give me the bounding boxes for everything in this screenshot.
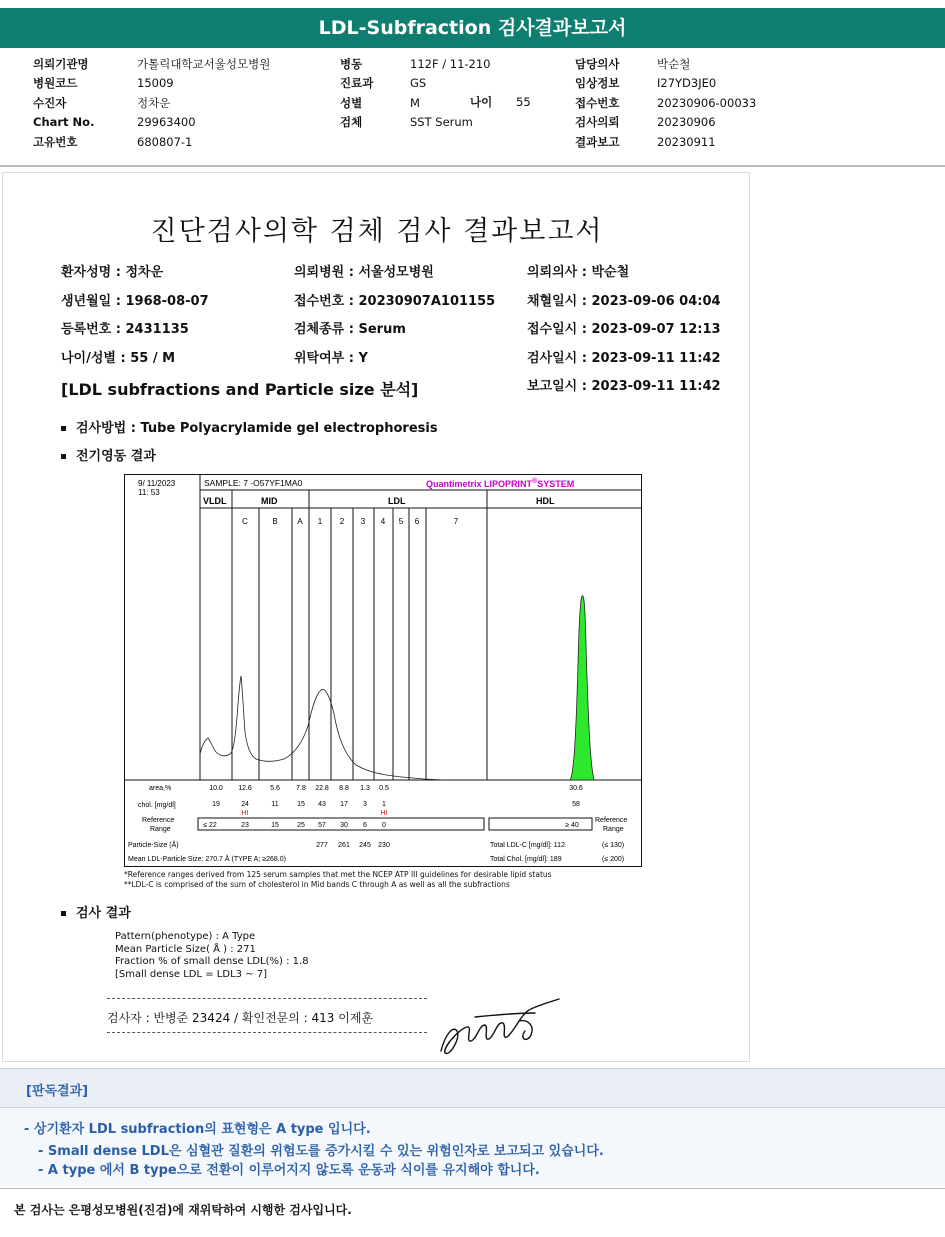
patient-field: 보고일시 : 2023-09-11 11:42 bbox=[527, 379, 721, 394]
patient-field: 위탁여부 : Y bbox=[294, 350, 368, 366]
chol-value: 19 bbox=[212, 801, 220, 808]
header-row: 접수번호 20230906-00033 bbox=[575, 95, 757, 110]
patient-info-col-3 bbox=[527, 259, 721, 402]
verdict-line: - Small dense LDL은 심혈관 질환의 위험도를 증가시킬 수 있는 위험인자로 보고되고 있습니다. bbox=[38, 1144, 604, 1159]
particle-size-value: 245 bbox=[359, 842, 371, 849]
chol-flag: HI bbox=[241, 810, 249, 817]
patient-field: 접수번호 : 20230907A101155 bbox=[294, 293, 496, 309]
bullet-icon bbox=[61, 454, 66, 459]
ref-row-label: Range bbox=[150, 826, 171, 833]
area-value: 7.8 bbox=[296, 785, 306, 792]
patient-field: 등록번호 : 2431135 bbox=[61, 322, 189, 337]
chol-value: 17 bbox=[340, 801, 348, 808]
patient-field: 나이/성별 : 55 / M bbox=[61, 350, 176, 366]
summary-line: Fraction % of small dense LDL(%) : 1.8 bbox=[115, 956, 309, 967]
chol-value: 15 bbox=[297, 801, 305, 808]
electrophoresis-heading: 전기영동 결과 bbox=[61, 445, 156, 464]
ref-value: 23 bbox=[241, 822, 249, 829]
header-age: 나이 55 bbox=[470, 95, 531, 109]
band-label: 4 bbox=[380, 517, 386, 526]
chol-value: 1 bbox=[382, 801, 386, 808]
header-row: 성별 M bbox=[340, 95, 420, 110]
report-title-bar bbox=[0, 8, 945, 48]
particle-size-value: 277 bbox=[316, 842, 328, 849]
band-label: A bbox=[297, 517, 303, 526]
verdict-body bbox=[0, 1108, 945, 1186]
chol-value: 24 bbox=[241, 801, 249, 808]
chart-time: 11: 53 bbox=[138, 488, 160, 497]
summary-line: Mean Particle Size( Å ) : 271 bbox=[115, 943, 256, 955]
ref-value: ≥ 40 bbox=[565, 822, 579, 829]
header-row: 병동 112F / 11-210 bbox=[340, 57, 491, 71]
paper-title: 진단검사의학 검체 검사 결과보고서 bbox=[150, 216, 604, 247]
header-row: 병원코드 15009 bbox=[33, 76, 174, 91]
header-row: 임상정보 I27YD3JE0 bbox=[575, 76, 717, 91]
section-heading: [LDL subfractions and Particle size 분석] bbox=[61, 380, 419, 399]
chol-value: 58 bbox=[572, 801, 580, 808]
chart-brand: Quantimetrix LIPOPRINT®SYSTEM bbox=[426, 478, 575, 489]
chol-value: 11 bbox=[271, 801, 279, 808]
footnotes bbox=[124, 870, 552, 890]
verdict-heading: [판독결과] bbox=[26, 1084, 89, 1099]
band-label: 3 bbox=[360, 517, 366, 526]
area-value: 22.8 bbox=[315, 785, 329, 792]
header-column-3 bbox=[575, 55, 756, 152]
area-value: 5.6 bbox=[270, 785, 280, 792]
patient-field: 검체종류 : Serum bbox=[294, 322, 406, 337]
group-label-ldl: LDL bbox=[388, 496, 406, 506]
chol-flag: HI bbox=[380, 810, 388, 817]
scanned-report bbox=[2, 172, 750, 1062]
patient-field: 채혈일시 : 2023-09-06 04:04 bbox=[527, 293, 721, 309]
summary-line: Pattern(phenotype) : A Type bbox=[115, 931, 256, 942]
header-divider bbox=[0, 165, 945, 167]
signoff-text: 검사자 : 반병준 23424 / 확인전문의 : 413 이제훈 bbox=[107, 1011, 374, 1025]
total-chol-ref: (≤ 200) bbox=[602, 856, 625, 863]
patient-field: 접수일시 : 2023-09-07 12:13 bbox=[527, 322, 721, 337]
result-heading: 검사 결과 bbox=[61, 902, 131, 921]
particle-size-value: 261 bbox=[338, 842, 350, 849]
area-row-label: area,% bbox=[149, 785, 172, 792]
band-label: 5 bbox=[398, 517, 404, 526]
chart-sample: SAMPLE: 7 -O57YF1MA0 bbox=[204, 478, 303, 488]
group-label-mid: MID bbox=[261, 496, 278, 506]
footnote: **LDL-C is comprised of the sum of cholesterol in Mid bands C through A as well as all the subfractions bbox=[124, 880, 510, 889]
band-label: 6 bbox=[414, 517, 420, 526]
header-row: 의뢰기관명 가톨릭대학교서울성모병원 bbox=[33, 57, 271, 71]
ref-value: 15 bbox=[271, 822, 279, 829]
report-title: LDL-Subfraction 검사결과보고서 bbox=[318, 17, 627, 39]
ref-value: 0 bbox=[382, 822, 386, 829]
patient-field: 생년월일 : 1968-08-07 bbox=[61, 293, 209, 309]
ref-row-label: Reference bbox=[142, 817, 175, 824]
verdict-heading-band bbox=[0, 1068, 945, 1108]
patient-field: 의뢰의사 : 박순철 bbox=[527, 265, 630, 280]
header-row: 검체 SST Serum bbox=[340, 115, 473, 130]
header-column-1 bbox=[33, 55, 270, 152]
area-value: 1.3 bbox=[360, 785, 370, 792]
header-row: 수진자 정차운 bbox=[33, 95, 171, 110]
area-value: 8.8 bbox=[339, 785, 349, 792]
footer-note: 본 검사는 은평성모병원(진검)에 재위탁하여 시행한 검사입니다. bbox=[14, 1203, 352, 1217]
header-column-2 bbox=[340, 55, 490, 133]
chol-value: 43 bbox=[318, 801, 326, 808]
area-value: 12.6 bbox=[238, 785, 252, 792]
ref-value: 30 bbox=[340, 822, 348, 829]
result-summary bbox=[115, 931, 309, 981]
verdict-line: - A type 에서 B type으로 전환이 이루어지지 않도록 운동과 식이를 유지해야 합니다. bbox=[38, 1163, 540, 1178]
header-row: 고유번호 680807-1 bbox=[33, 134, 193, 149]
patient-info-col-2 bbox=[294, 259, 495, 373]
area-value: 30.6 bbox=[569, 785, 583, 792]
header-row: Chart No. 29963400 bbox=[33, 115, 196, 130]
ref-value: 25 bbox=[297, 822, 305, 829]
lipoprint-chart bbox=[124, 474, 642, 867]
method-line: 검사방법 : Tube Polyacrylamide gel electrophoresis bbox=[61, 417, 438, 436]
signature-image bbox=[435, 995, 565, 1065]
footnote: *Reference ranges derived from 125 serum samples that met the NCEP ATP III guidelines for desirable lipid status bbox=[124, 870, 552, 879]
header-row: 진료과 GS bbox=[340, 76, 427, 91]
total-ldl: Total LDL-C [mg/dl]: 112 bbox=[490, 842, 565, 849]
signoff-line bbox=[107, 998, 427, 1033]
bullet-icon bbox=[61, 911, 66, 916]
group-label-hdl: HDL bbox=[536, 496, 555, 506]
ref-value: ≤ 22 bbox=[203, 822, 217, 829]
header-row: 담당의사 박순철 bbox=[575, 57, 691, 71]
total-ldl-ref: (≤ 130) bbox=[602, 842, 625, 849]
band-label: 7 bbox=[453, 517, 459, 526]
ref-value: 57 bbox=[318, 822, 326, 829]
patient-info-col-1 bbox=[61, 259, 209, 373]
band-label: B bbox=[272, 517, 278, 526]
area-value: 10.0 bbox=[209, 785, 223, 792]
band-label: C bbox=[242, 517, 248, 526]
patient-field: 의뢰병원 : 서울성모병원 bbox=[294, 265, 434, 280]
particle-size-value: 230 bbox=[378, 842, 390, 849]
header-row: 결과보고 20230911 bbox=[575, 134, 716, 149]
ref-value: 6 bbox=[363, 822, 367, 829]
summary-line: [Small dense LDL = LDL3 ~ 7] bbox=[115, 968, 268, 980]
footer-divider bbox=[0, 1188, 945, 1189]
mean-size-label: Mean LDL-Particle Size: 270.7 Å (TYPE A; ≥268.0) bbox=[128, 856, 286, 863]
ref-row-label-right: Reference bbox=[595, 817, 628, 824]
verdict-line: - 상기환자 LDL subfraction의 표현형은 A type 입니다. bbox=[24, 1122, 371, 1137]
patient-field: 환자성명 : 정차운 bbox=[61, 265, 164, 280]
header-row: 검사의뢰 20230906 bbox=[575, 115, 716, 130]
bullet-icon bbox=[61, 426, 66, 431]
group-label-vldl: VLDL bbox=[203, 496, 227, 506]
band-label: 2 bbox=[339, 517, 345, 526]
total-chol: Total Chol. [mg/dl]: 189 bbox=[490, 856, 562, 863]
particle-size-label: Particle-Size (Å) bbox=[128, 842, 179, 849]
chol-row-label: chol. [mg/dl] bbox=[138, 802, 176, 809]
chart-date: 9/ 11/2023 bbox=[138, 479, 176, 488]
band-label: 1 bbox=[317, 517, 323, 526]
chol-value: 3 bbox=[363, 801, 367, 808]
ref-row-label-right: Range bbox=[603, 826, 624, 833]
patient-field: 검사일시 : 2023-09-11 11:42 bbox=[527, 350, 721, 366]
area-value: 0.5 bbox=[379, 785, 389, 792]
